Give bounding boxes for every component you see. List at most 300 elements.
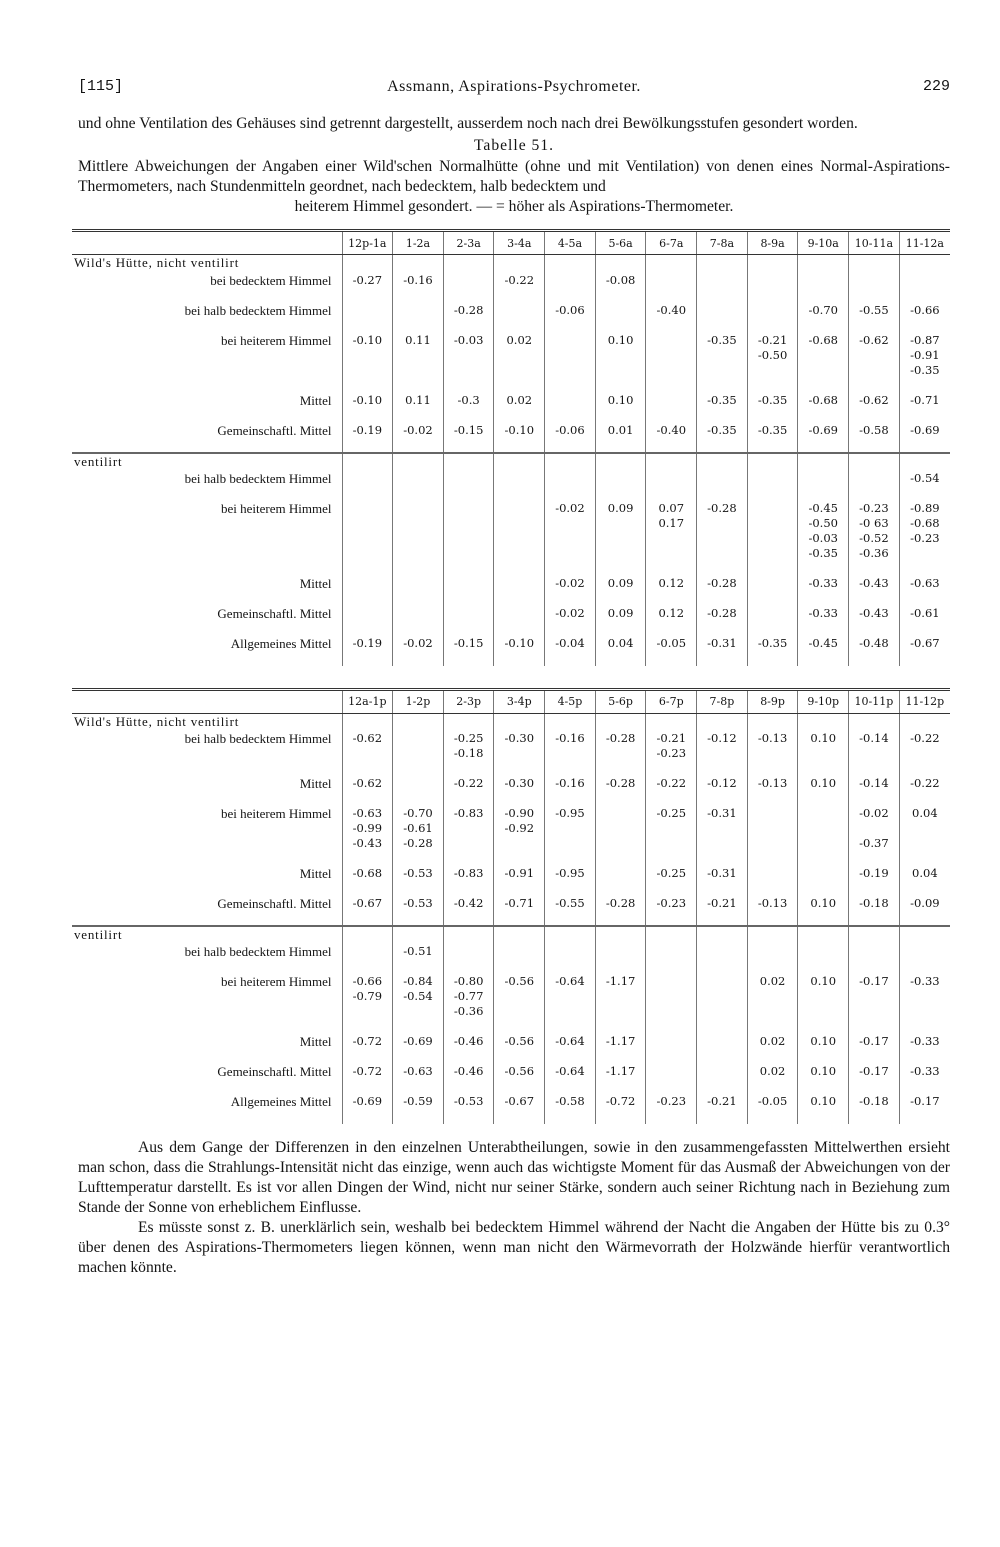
table-cell: 0.04 [595, 636, 646, 666]
table-cell [494, 255, 545, 273]
table-cell: -0.64 [545, 974, 596, 1034]
column-header: 3-4p [494, 689, 545, 713]
table-cell: -0.59 [393, 1094, 444, 1124]
table-cell [443, 501, 494, 576]
row-label: bei bedecktem Himmel [210, 272, 332, 288]
table-cell [342, 303, 393, 333]
table-cell: -0.53 [443, 1094, 494, 1124]
row-label: bei halb bedecktem Himmel [184, 302, 332, 318]
table-cell: 0.12 [646, 606, 697, 636]
table-cell: -0.95 [545, 806, 596, 866]
table-cell: -0.28 [697, 576, 748, 606]
table-cell: -0.25 [646, 866, 697, 896]
table-cell [747, 576, 798, 606]
table-cell: 0.10 [798, 1034, 849, 1064]
table-cell [697, 926, 748, 944]
table-cell: -0.54 [899, 471, 950, 501]
table-cell [494, 471, 545, 501]
table-cell: -0.35 [697, 393, 748, 423]
column-header: 4-5a [545, 231, 596, 255]
table-cell [595, 926, 646, 944]
table-cell [595, 713, 646, 731]
table-row [72, 273, 950, 303]
table-cell: -0.14 [849, 731, 900, 776]
table-cell [443, 944, 494, 974]
table-cell: -0.71 [899, 393, 950, 423]
table-cell [747, 303, 798, 333]
table-cell: 0.10 [798, 896, 849, 926]
table-cell [342, 713, 393, 731]
row-group-heading: Wild's Hütte, nicht ventilirt [74, 255, 240, 270]
table-cell: -0.72 [595, 1094, 646, 1124]
table-cell: -0.16 [545, 731, 596, 776]
column-header: 9-10a [798, 231, 849, 255]
table-cell [646, 926, 697, 944]
row-label: Mittel [299, 1034, 332, 1049]
table-row [72, 255, 950, 273]
row-label: Gemeinschaftl. Mittel [217, 605, 332, 621]
table-row [72, 974, 950, 1034]
table-cell: -0.21 -0.23 [646, 731, 697, 776]
table-cell: -0.14 [849, 776, 900, 806]
table-cell [798, 806, 849, 866]
table-cell [646, 471, 697, 501]
table-corner [72, 689, 342, 713]
table-cell: -0.17 [849, 974, 900, 1034]
column-header: 8-9p [747, 689, 798, 713]
table-description-last-line: heiterem Himmel gesondert. — = höher als Aspirations-Thermometer. [294, 198, 734, 215]
table-cell [342, 255, 393, 273]
table-cell: -0.28 [697, 501, 748, 576]
table-cell: -0.68 [342, 866, 393, 896]
table-cell [697, 1064, 748, 1094]
table-cell [747, 606, 798, 636]
table-cell: -0.56 [494, 974, 545, 1034]
table-corner [72, 231, 342, 255]
table-cell: -0.21 -0.50 [747, 333, 798, 393]
table-cell: -0.06 [545, 303, 596, 333]
table-cell [849, 471, 900, 501]
column-header: 6-7p [646, 689, 697, 713]
table-cell: -0.68 [798, 393, 849, 423]
table-cell [342, 926, 393, 944]
column-header: 11-12p [899, 689, 950, 713]
table-cell [393, 576, 444, 606]
table-row [72, 1034, 950, 1064]
table-cell [697, 944, 748, 974]
table-cell [443, 255, 494, 273]
table-cell: -0.23 [646, 1094, 697, 1124]
table-cell: -0.08 [595, 273, 646, 303]
table-cell [899, 713, 950, 731]
table-cell: 0.02 [747, 974, 798, 1034]
table-cell: -0.62 [849, 393, 900, 423]
table-cell: -0.45 [798, 636, 849, 666]
table-cell [849, 713, 900, 731]
table-cell: 0.01 [595, 423, 646, 453]
table-cell [342, 576, 393, 606]
table-cell [595, 866, 646, 896]
table-cell [697, 713, 748, 731]
table-row [72, 606, 950, 636]
table-cell: 0.10 [798, 731, 849, 776]
table-cell: -0.62 [342, 776, 393, 806]
table-cell [798, 471, 849, 501]
table-cell: -0.68 [798, 333, 849, 393]
table-cell [798, 944, 849, 974]
table-cell: -0.63 [393, 1064, 444, 1094]
table-cell: 0.10 [798, 974, 849, 1034]
table-cell: -0.35 [747, 636, 798, 666]
table-cell: -0.33 [899, 1064, 950, 1094]
row-group-heading: ventilirt [72, 926, 342, 944]
table-cell: -0.05 [747, 1094, 798, 1124]
page-number: 229 [922, 78, 950, 95]
table-cell: -0.66 -0.79 [342, 974, 393, 1034]
table-cell: -0.90 -0.92 [494, 806, 545, 866]
table-cell [697, 453, 748, 471]
table-cell: -0.02 [545, 606, 596, 636]
table-cell: -0.53 [393, 896, 444, 926]
table-cell [443, 453, 494, 471]
table-cell: -0.18 [849, 896, 900, 926]
table-cell [747, 471, 798, 501]
table-cell: -0.33 [899, 974, 950, 1034]
paragraph: Es müsste sonst z. B. unerklärlich sein, weshalb bei bedecktem Himmel während der Nacht die Angaben der Hütte bis zu 0.3° über denen des Aspirations-Thermometers liegen können, wenn man nicht den Wärmevorrath der Holzwände hierfür verantwortlich machen könnte. [78, 1219, 950, 1276]
table-cell [899, 453, 950, 471]
table-cell: -0.35 [697, 333, 748, 393]
table-cell: -0.09 [899, 896, 950, 926]
table-cell [342, 606, 393, 636]
table-cell [646, 393, 697, 423]
table-cell: -0.84 -0.54 [393, 974, 444, 1034]
table-row [72, 944, 950, 974]
table-cell: -0.63 [899, 576, 950, 606]
paragraph: Aus dem Gange der Differenzen in den einzelnen Unterabtheilungen, sowie in den zusammengefassten Mittelwerthen ersieht man schon, dass die Strahlungs-Intensität nicht das einzige, wenn auch das wichtigste Moment für das Ausmaß der Abweichungen von der Lufttemperatur darstellt. Es ist vor allen Dingen der Wind, nicht nur seiner Stärke, sondern auch seiner Richtung nach in Beziehung zum Stande der Sonne von erheblichem Einflusse. [78, 1139, 950, 1216]
row-group-heading: ventilirt [72, 453, 342, 471]
table-cell: -0.10 [342, 333, 393, 393]
table-cell: -0.56 [494, 1064, 545, 1094]
column-header: 2-3a [443, 231, 494, 255]
table-cell: -0.02 [545, 576, 596, 606]
table-cell [342, 453, 393, 471]
table-cell: -0.64 [545, 1064, 596, 1094]
table-cell: -0.67 [342, 896, 393, 926]
table-cell: 0.10 [595, 333, 646, 393]
table-cell: -0.46 [443, 1064, 494, 1094]
table-cell [849, 944, 900, 974]
table-cell [595, 303, 646, 333]
table-cell [697, 974, 748, 1034]
table-cell [646, 713, 697, 731]
table-header-row [72, 689, 950, 713]
table-cell: -0.28 [443, 303, 494, 333]
table-cell [747, 713, 798, 731]
table-cell [545, 393, 596, 423]
table-cell: -0.87 -0.91 -0.35 [899, 333, 950, 393]
table-cell: -0.35 [747, 393, 798, 423]
table-cell: -0.51 [393, 944, 444, 974]
table-cell: -0.95 [545, 866, 596, 896]
table-cell: -0.46 [443, 1034, 494, 1064]
table-cell: -0.72 [342, 1064, 393, 1094]
table-cell: -0.33 [798, 606, 849, 636]
table-cell [393, 453, 444, 471]
table-cell: -0.55 [849, 303, 900, 333]
table-cell [595, 944, 646, 974]
table-cell: -0.30 [494, 731, 545, 776]
table-cell [443, 273, 494, 303]
row-label: Gemeinschaftl. Mittel [217, 1064, 332, 1079]
table-cell: -0.02 -0.37 [849, 806, 900, 866]
table-cell [443, 926, 494, 944]
row-label: bei heiterem Himmel [221, 332, 332, 348]
table-cell [342, 944, 393, 974]
table-cell [849, 453, 900, 471]
table-cell [646, 944, 697, 974]
table-row [72, 713, 950, 731]
table-cell: -0.70 [798, 303, 849, 333]
table-cell: -0.17 [899, 1094, 950, 1124]
table-cell: 0.02 [747, 1064, 798, 1094]
table-cell [595, 471, 646, 501]
table-cell [798, 453, 849, 471]
table-row [72, 866, 950, 896]
table-cell [393, 303, 444, 333]
table-cell [393, 926, 444, 944]
row-label: bei heiterem Himmel [221, 806, 332, 821]
table-row [72, 1094, 950, 1124]
table-cell [393, 255, 444, 273]
table-cell [747, 273, 798, 303]
table-cell [697, 303, 748, 333]
table-cell [899, 273, 950, 303]
column-header: 12a-1p [342, 689, 393, 713]
table-cell: -0.17 [849, 1034, 900, 1064]
intro-text: und ohne Ventilation des Gehäuses sind getrennt dargestellt, ausserdem noch nach drei Bewölkungsstufen gesondert worden. [78, 115, 858, 132]
table-cell: 0.10 [798, 1064, 849, 1094]
table-cell [595, 453, 646, 471]
column-header: 4-5p [545, 689, 596, 713]
table-cell: -0.22 [899, 731, 950, 776]
row-label: bei heiterem Himmel [221, 974, 332, 989]
table-row [72, 1064, 950, 1094]
table-cell: -0.04 [545, 636, 596, 666]
row-label: Mittel [299, 776, 332, 791]
table-cell: -0.15 [443, 636, 494, 666]
table-cell: -0.33 [798, 576, 849, 606]
table-cell: -0.13 [747, 776, 798, 806]
table-cell: -0.55 [545, 896, 596, 926]
table-cell: -0.43 [849, 576, 900, 606]
table-row [72, 576, 950, 606]
table-row [72, 471, 950, 501]
table-cell [443, 713, 494, 731]
table-cell [646, 974, 697, 1034]
row-label: Allgemeines Mittel [230, 635, 332, 651]
table-cell: -0.63 -0.99 -0.43 [342, 806, 393, 866]
table-cell: -0.22 [494, 273, 545, 303]
table-cell: -0.28 [595, 896, 646, 926]
page-bracket-number: [115] [78, 78, 124, 95]
table-cell [545, 926, 596, 944]
table-cell: -0.17 [849, 1064, 900, 1094]
table-row [72, 423, 950, 453]
table-cell [342, 501, 393, 576]
table-cell [443, 471, 494, 501]
table-cell [849, 255, 900, 273]
column-header: 8-9a [747, 231, 798, 255]
table-cell: -0.25 -0.18 [443, 731, 494, 776]
table-cell: 0.09 [595, 576, 646, 606]
column-header: 7-8p [697, 689, 748, 713]
table-cell [393, 606, 444, 636]
row-group-heading: Wild's Hütte, nicht ventilirt [74, 713, 240, 729]
table-cell: -0.48 [849, 636, 900, 666]
table-cell [545, 453, 596, 471]
table-row [72, 776, 950, 806]
table-cell: -0.28 [595, 776, 646, 806]
table-cell: 0.10 [798, 1094, 849, 1124]
table-cell: -0.15 [443, 423, 494, 453]
table-cell: -0.69 [798, 423, 849, 453]
table-cell [697, 471, 748, 501]
table-cell [747, 453, 798, 471]
table-cell: -0.30 [494, 776, 545, 806]
column-header: 3-4a [494, 231, 545, 255]
table-cell [494, 501, 545, 576]
table-cell: -0.22 [899, 776, 950, 806]
table-cell: 0.02 [494, 393, 545, 423]
table-cell: -0.3 [443, 393, 494, 423]
table-cell [798, 926, 849, 944]
table-cell: 0.04 [899, 806, 950, 866]
table-cell: -0.83 [443, 806, 494, 866]
table-cell: 0.04 [899, 866, 950, 896]
table-cell: -0.89 -0.68 -0.23 [899, 501, 950, 576]
table-row [72, 896, 950, 926]
table-cell: -0.35 [747, 423, 798, 453]
table-cell [545, 333, 596, 393]
table-cell [393, 471, 444, 501]
table-cell: -0.40 [646, 303, 697, 333]
page [74, 78, 950, 1278]
table-cell: -0.12 [697, 776, 748, 806]
table-row [72, 636, 950, 666]
table-cell [443, 606, 494, 636]
table-cell: 0.11 [393, 393, 444, 423]
table-row [72, 731, 950, 776]
table-cell [798, 713, 849, 731]
table-cell: -0.33 [899, 1034, 950, 1064]
table-cell: -1.17 [595, 1034, 646, 1064]
table-cell: -0.23 -0 63 -0.52 -0.36 [849, 501, 900, 576]
table-cell [494, 576, 545, 606]
table-cell: -0.12 [697, 731, 748, 776]
table-cell: -0.58 [545, 1094, 596, 1124]
table-cell: -0.19 [342, 636, 393, 666]
table-cell: -0.67 [899, 636, 950, 666]
column-header: 9-10p [798, 689, 849, 713]
table-cell: -0.40 [646, 423, 697, 453]
row-label: Mittel [299, 392, 332, 408]
table-cell: 0.12 [646, 576, 697, 606]
table-cell: -0.23 [646, 896, 697, 926]
table-description [78, 157, 950, 217]
table-cell: -0.53 [393, 866, 444, 896]
table-cell [494, 926, 545, 944]
table-cell: -0.16 [393, 273, 444, 303]
table-cell: -0.31 [697, 806, 748, 866]
row-label: Gemeinschaftl. Mittel [217, 422, 332, 438]
column-header: 6-7a [646, 231, 697, 255]
table-cell: 0.09 [595, 501, 646, 576]
table-row [72, 393, 950, 423]
table-cell: -0.61 [899, 606, 950, 636]
table-cell [697, 273, 748, 303]
column-header: 10-11p [849, 689, 900, 713]
table-morning [72, 229, 950, 666]
table-cell [646, 255, 697, 273]
table-cell: -0.02 [545, 501, 596, 576]
table-cell: -0.72 [342, 1034, 393, 1064]
table-cell: -0.45 -0.50 -0.03 -0.35 [798, 501, 849, 576]
table-cell: 0.10 [595, 393, 646, 423]
column-header: 5-6p [595, 689, 646, 713]
column-header: 5-6a [595, 231, 646, 255]
table-cell: -0.27 [342, 273, 393, 303]
table-cell [747, 255, 798, 273]
table-cell: -0.02 [393, 423, 444, 453]
table-description-text: Mittlere Abweichungen der Angaben einer Wild'schen Normalhütte (ohne und mit Ventilation) von denen eines Normal-Aspirations-Thermometers, nach Stundenmitteln geordnet, nach bedecktem, halb bedecktem und [78, 158, 950, 195]
table-cell: -0.21 [697, 1094, 748, 1124]
column-header: 11-12a [899, 231, 950, 255]
table-cell [443, 576, 494, 606]
table-cell: -0.69 [393, 1034, 444, 1064]
table-afternoon [72, 688, 950, 1125]
table-cell [545, 273, 596, 303]
table-cell: -0.67 [494, 1094, 545, 1124]
column-header: 12p-1a [342, 231, 393, 255]
table-cell [393, 713, 444, 731]
table-cell [494, 453, 545, 471]
table-cell [494, 303, 545, 333]
table-cell: -0.83 [443, 866, 494, 896]
table-cell [849, 273, 900, 303]
table-cell [646, 273, 697, 303]
table-cell: -0.10 [494, 423, 545, 453]
table-cell [697, 1034, 748, 1064]
table-cell: -0.42 [443, 896, 494, 926]
table-cell [798, 255, 849, 273]
table-cell [646, 1034, 697, 1064]
table-cell: -0.35 [697, 423, 748, 453]
table-cell [393, 776, 444, 806]
table-cell: -0.19 [849, 866, 900, 896]
table-cell: 0.09 [595, 606, 646, 636]
table-cell [899, 926, 950, 944]
table-cell: -0.02 [393, 636, 444, 666]
table-cell: -0.64 [545, 1034, 596, 1064]
table-cell: -0.13 [747, 731, 798, 776]
table-cell [798, 866, 849, 896]
column-header: 1-2p [393, 689, 444, 713]
table-cell [899, 944, 950, 974]
table-cell: -0.18 [849, 1094, 900, 1124]
table-cell: -0.16 [545, 776, 596, 806]
table-cell [646, 333, 697, 393]
table-caption: Tabelle 51. [473, 137, 555, 154]
